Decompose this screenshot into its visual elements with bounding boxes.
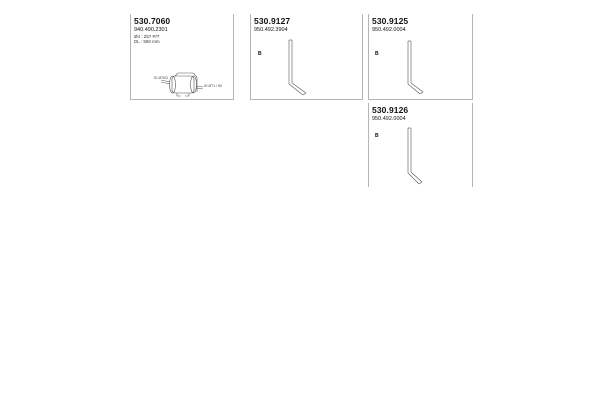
part-number: 530.9126 bbox=[372, 105, 409, 115]
part-card-530-9126 bbox=[368, 103, 473, 187]
oem-number: 950.492.3904 bbox=[254, 27, 288, 33]
oem-number: 950.492.0004 bbox=[372, 27, 406, 33]
part-card-530-7060 bbox=[130, 14, 234, 100]
pipe-drawing bbox=[369, 14, 474, 100]
spec-line-2: DL : 550 mm bbox=[134, 39, 160, 44]
part-number: 530.9127 bbox=[254, 16, 291, 26]
oem-number: 950.492.0004 bbox=[372, 116, 406, 122]
pipe-drawing bbox=[251, 14, 364, 100]
muffler-drawing bbox=[131, 14, 235, 100]
outlet-label: ID Ø71 / 50 bbox=[204, 84, 222, 88]
position-marker: B bbox=[258, 51, 262, 57]
position-marker: B bbox=[375, 51, 379, 57]
inlet-label: ID Ø76/2 bbox=[154, 76, 169, 80]
part-number: 530.9125 bbox=[372, 16, 409, 26]
part-number: 530.7060 bbox=[134, 16, 171, 26]
part-card-530-9127 bbox=[250, 14, 363, 100]
part-card-530-9125 bbox=[368, 14, 473, 100]
spec-line-1: Ø4 : 257 P/T bbox=[134, 34, 160, 39]
pipe-drawing bbox=[369, 103, 474, 187]
oem-number: 940.490.2301 bbox=[134, 27, 168, 33]
position-marker: B bbox=[375, 133, 379, 139]
